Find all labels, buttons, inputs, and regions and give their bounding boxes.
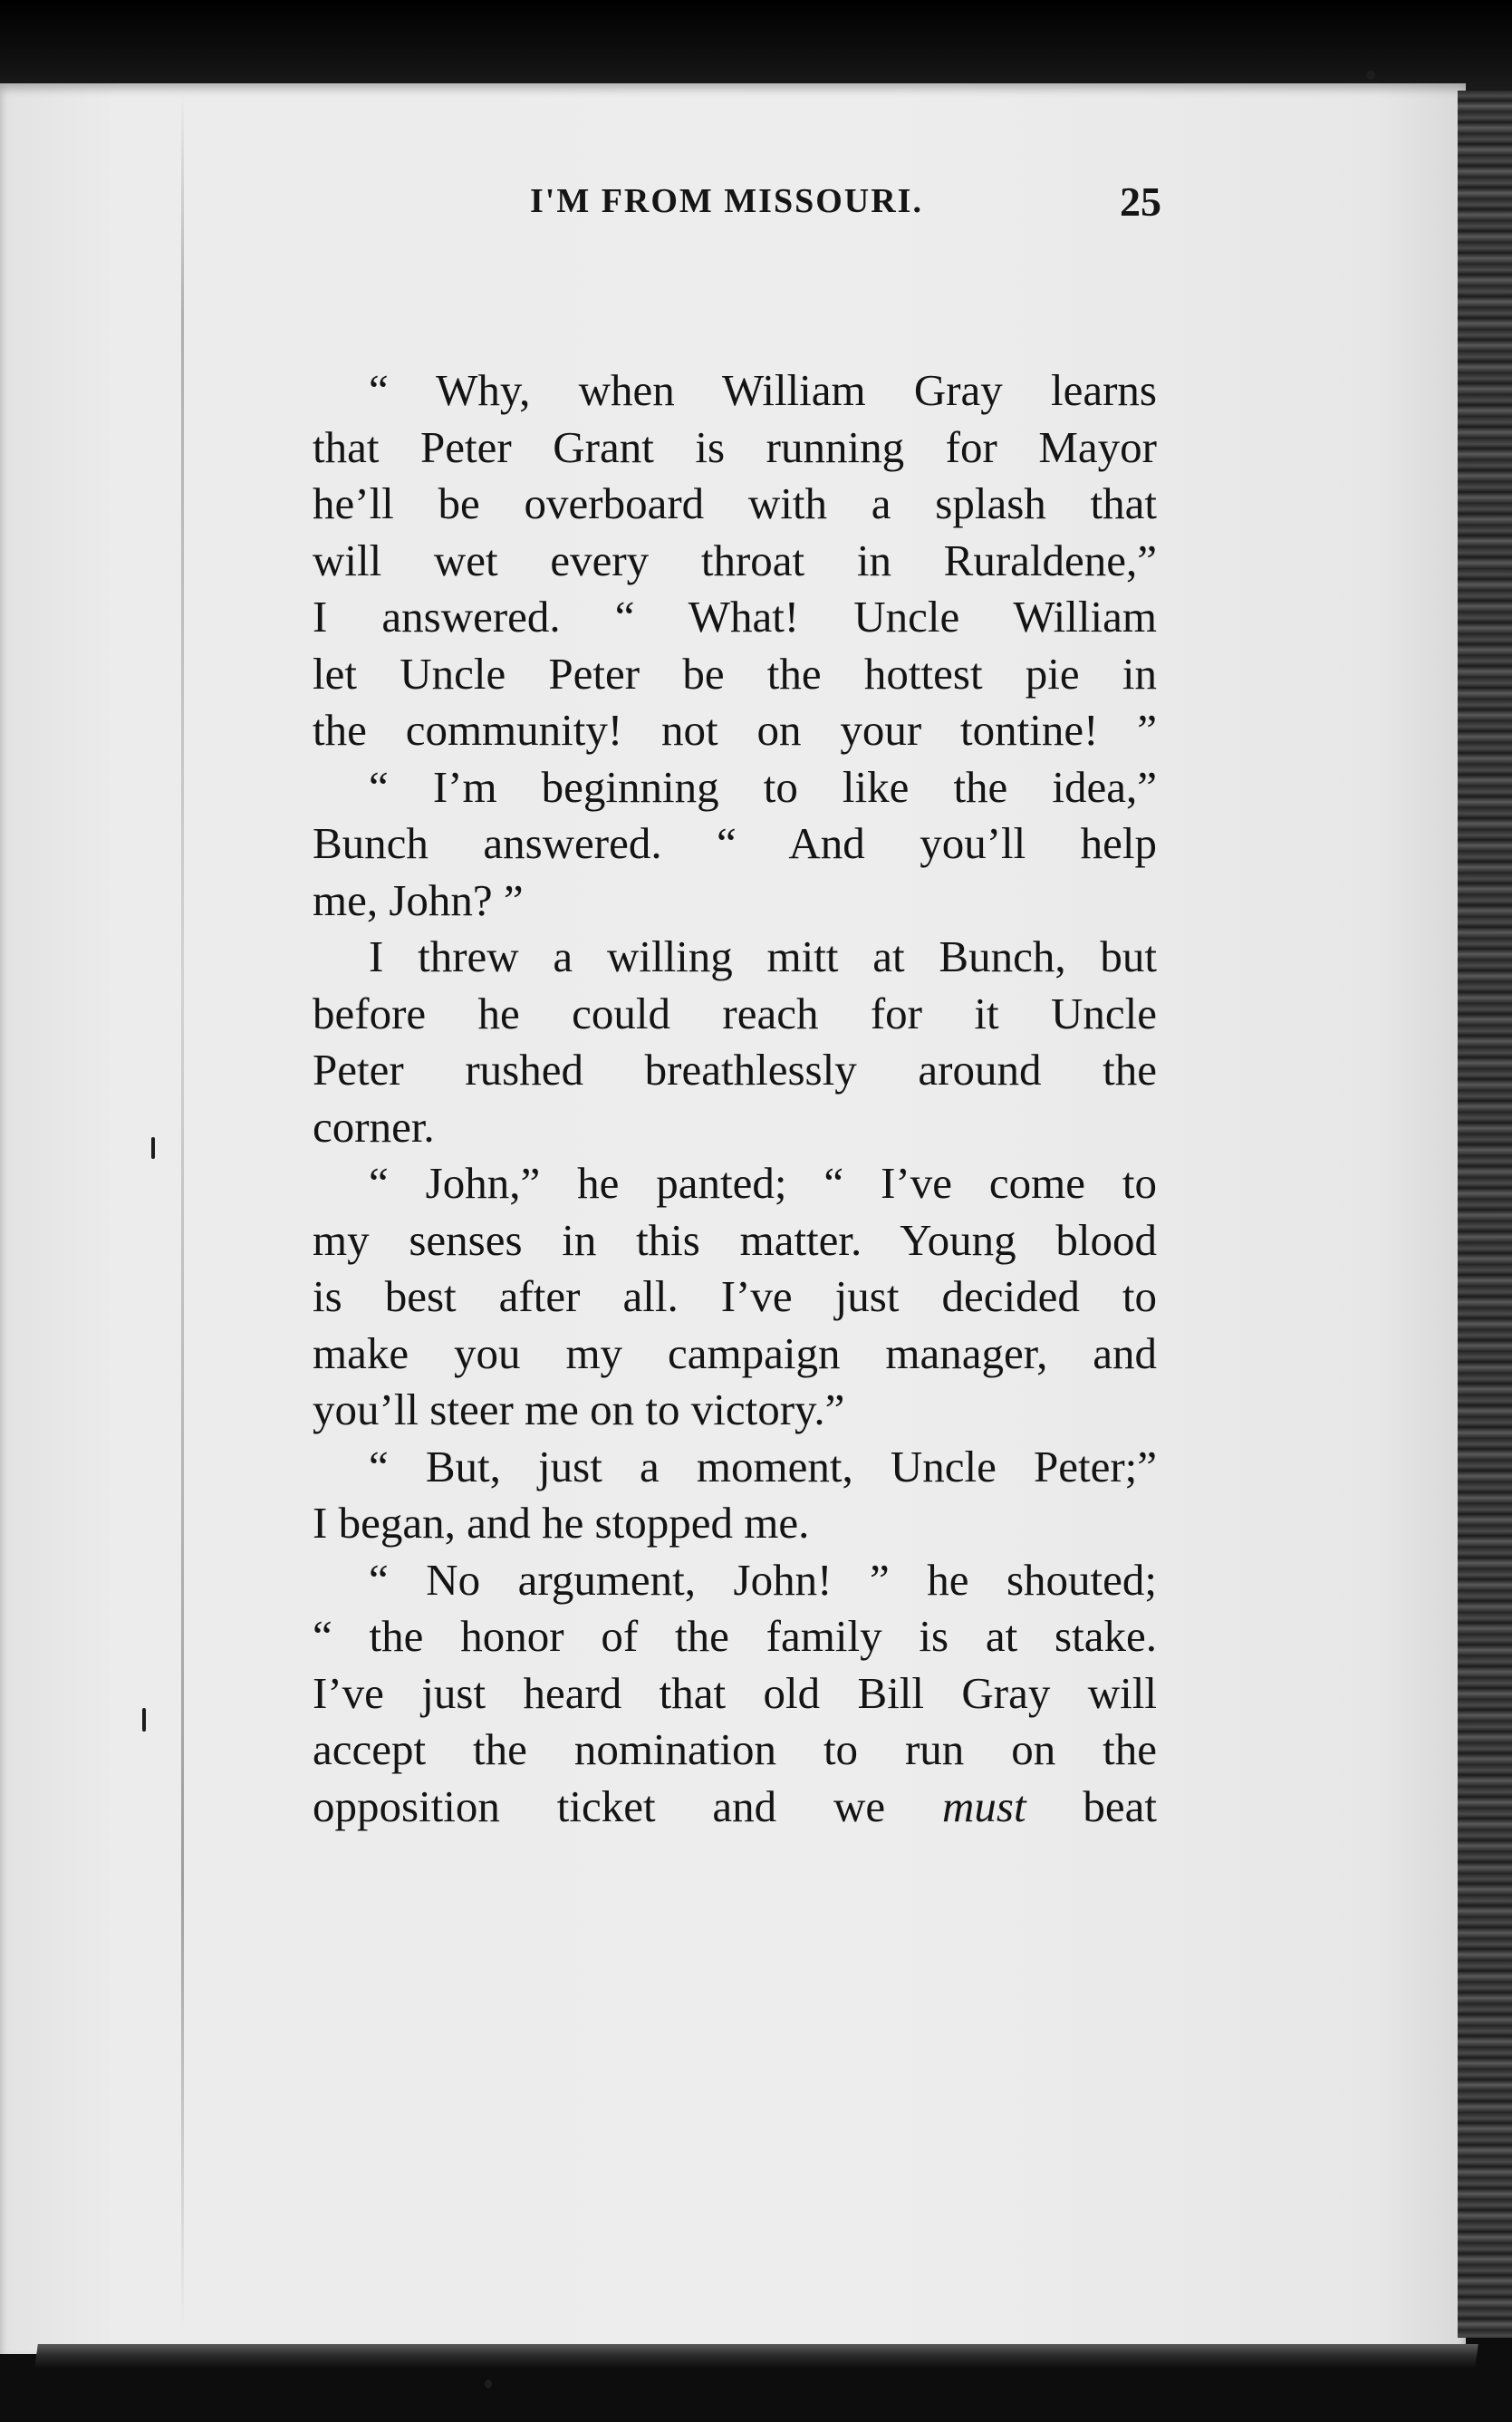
emphasis-text: must xyxy=(941,1780,1026,1831)
text-line: the community! not on your tontine! ” xyxy=(313,705,1157,755)
speck xyxy=(485,2379,492,2388)
text-line: I began, and he stopped me. xyxy=(313,1498,810,1548)
text-line-final xyxy=(313,1779,1157,1836)
text-line: corner. xyxy=(313,1101,435,1152)
page-edge-right xyxy=(1458,91,1512,2338)
text-line: “ John,” he panted; “ I’ve come to xyxy=(369,1158,1157,1208)
speck xyxy=(1366,71,1375,80)
text-line: “ I’m beginning to like the idea,” xyxy=(369,761,1157,812)
text-line: my senses in this matter. Young blood xyxy=(313,1214,1157,1265)
text-line: Peter rushed breathlessly around the xyxy=(313,1045,1157,1095)
speck xyxy=(151,1137,155,1159)
running-head-title: I'M FROM MISSOURI. xyxy=(530,182,923,220)
scan-top-border xyxy=(0,0,1512,91)
text-line: I’ve just heard that old Bill Gray will xyxy=(313,1667,1157,1718)
text-line: “ No argument, John! ” he shouted; xyxy=(369,1554,1157,1605)
text-line: will wet every throat in Ruraldene,” xyxy=(313,535,1157,585)
text-line: accept the nomination to run on the xyxy=(313,1724,1157,1774)
text-line: let Uncle Peter be the hottest pie in xyxy=(313,648,1157,699)
text-line: “ the honor of the family is at stake. xyxy=(313,1611,1157,1661)
text-line: I answered. “ What! Uncle William xyxy=(313,592,1157,642)
speck xyxy=(142,1708,146,1732)
text-line: make you my campaign manager, and xyxy=(313,1327,1157,1378)
running-head xyxy=(0,172,1466,245)
text-segment: beat xyxy=(1083,1780,1158,1831)
text-segment: opposition ticket and we xyxy=(313,1780,886,1831)
text-line: that Peter Grant is running for Mayor xyxy=(313,421,1157,472)
text-line: Bunch answered. “ And you’ll help xyxy=(313,818,1157,868)
text-line: “ But, just a moment, Uncle Peter;” xyxy=(369,1441,1157,1491)
text-line: before he could reach for it Uncle xyxy=(313,988,1157,1038)
text-line: “ Why, when William Gray learns xyxy=(369,365,1157,415)
text-line: me, John? ” xyxy=(313,874,524,925)
text-line: he’ll be overboard with a splash that xyxy=(313,478,1157,528)
body-text xyxy=(313,362,1157,1835)
text-line: is best after all. I’ve just decided to xyxy=(313,1271,1157,1321)
page-edge-bottom xyxy=(34,2344,1478,2368)
gutter-shadow xyxy=(181,92,184,2330)
page-number: 25 xyxy=(1120,179,1161,225)
text-line: I threw a willing mitt at Bunch, but xyxy=(369,931,1157,981)
text-line: you’ll steer me on to victory.” xyxy=(313,1385,845,1434)
